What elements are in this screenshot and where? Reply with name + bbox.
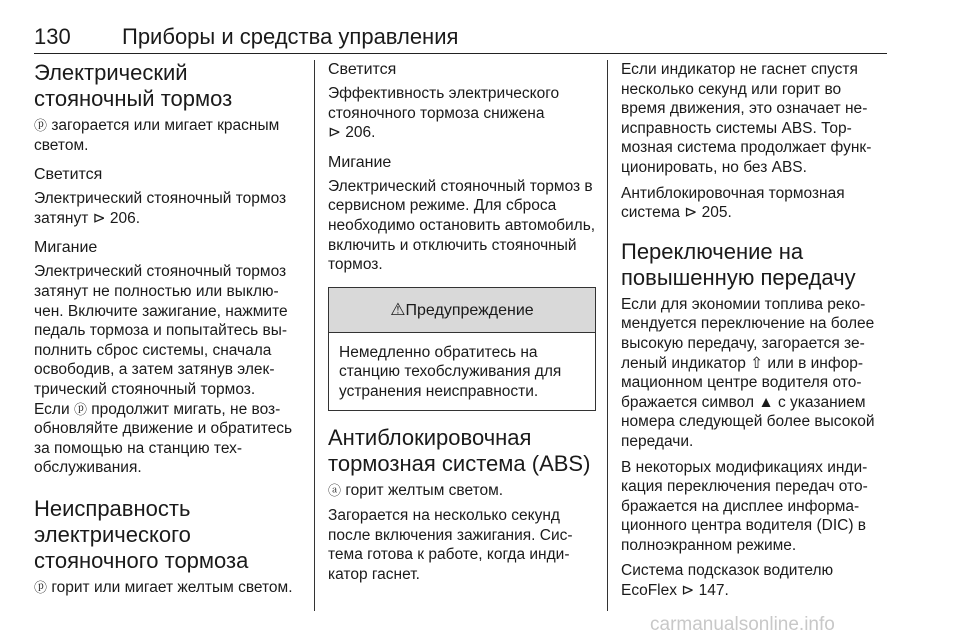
warning-header: [329, 288, 595, 333]
heading-lit: Светится: [34, 166, 103, 184]
heading-epb: Электрический стояночный тормоз: [34, 60, 233, 111]
heading-abs: Антиблокировочная тормозная система (ABS): [328, 424, 591, 476]
warning-title: Предупреждение: [405, 301, 534, 319]
heading-blink: Мигание: [34, 239, 98, 257]
page-header: [34, 24, 900, 54]
page-ref-link[interactable]: ⊳ 206.: [328, 124, 376, 142]
page-ref-link[interactable]: ⊳ 206.: [88, 209, 141, 227]
upshift-icon: ⇧: [750, 354, 764, 372]
paragraph-lit: Электрический стояночный тормоз затянут ⊳ 206.: [34, 190, 287, 227]
paragraph-abs-continue: Если индикатор не гаснет спустя несколько секунд или горит во время движения, это означает неисправность системы ABS. Тормозная система продолжает функционировать, но без ABS.: [621, 61, 872, 176]
paragraph-epb: ⓟ загорается или мигает красным светом.: [34, 117, 280, 154]
page-title: Приборы и средства управления: [122, 24, 459, 49]
abs-icon: ⓐ: [328, 482, 342, 498]
page-number: 130: [34, 24, 71, 49]
header-rule: [34, 53, 887, 54]
paragraph-lit: Эффективность электрического стояночного тормоза снижена: [328, 85, 560, 122]
parking-brake-fault-icon: ⓟ: [34, 579, 48, 595]
page-ref-link[interactable]: ⊳ 205.: [679, 204, 732, 222]
paragraph-abs-lit: ⓐ горит желтым светом.: [328, 481, 504, 499]
column-divider-right: [607, 60, 608, 611]
paragraph-ecoflex: Система подсказок водителю EcoFlex ⊳ 147.: [621, 562, 834, 600]
warning-triangle-icon: ⚠: [390, 299, 406, 319]
warning-box: [328, 287, 596, 411]
column-right: [621, 60, 889, 607]
parking-brake-icon: ⓟ: [73, 401, 87, 417]
paragraph-blink: Электрический стояночный тормоз затянут не полностью или выключен. Включите зажигание, нажмите педаль тормоза и попытайтесь выполнить сброс системы, сначала освободив, а затем затянув электрический стояночный тормоз.: [34, 263, 288, 398]
heading-blink: Мигание: [328, 153, 392, 171]
column-divider-left: [314, 60, 315, 611]
heading-lit: Светится: [328, 61, 397, 78]
parking-brake-icon: ⓟ: [34, 118, 48, 133]
paragraph-fault: ⓟ горит или мигает желтым светом.: [34, 578, 293, 596]
paragraph-abs: Загорается на несколько секунд после включения зажигания. Система готова к работе, когда индикатор гаснет.: [328, 507, 573, 583]
page-ref-link[interactable]: ⊳ 147.: [677, 582, 729, 600]
heading-fault: Неисправность электрического стояночного тормоза: [34, 495, 249, 573]
paragraph-upshift: Если для экономии топлива рекомендуется переключение на более высокую передачу, загорается зеленый индикатор ⇧ или в информационном центре водителя отображается символ ▲ с указанием номера следующей более высокой передачи.: [621, 295, 875, 450]
heading-upshift: Переключение на повышенную передачу: [621, 238, 856, 290]
paragraph-blink-continue: Если ⓟ продолжит мигать, не возобновляйте движение и обратитесь за помощью на станцию техобслуживания.: [34, 400, 293, 477]
watermark: carmanualsonline.info: [650, 614, 835, 635]
column-left: [34, 60, 302, 604]
column-middle: [328, 60, 596, 591]
paragraph-models: В некоторых модификациях индикация переключения передач отображается на дисплее информационного центра водителя (DIC) в полноэкранном режиме.: [621, 458, 868, 554]
warning-text: Немедленно обратитесь на станцию техобслуживания для устранения неисправности.: [339, 343, 562, 400]
paragraph-abs-ref: Антиблокировочная тормозная система ⊳ 205.: [621, 184, 845, 222]
paragraph-blink: Электрический стояночный тормоз в сервисном режиме. Для сброса необходимо остановить автомобиль, включить и отключить стояночный тормоз.: [328, 177, 596, 274]
